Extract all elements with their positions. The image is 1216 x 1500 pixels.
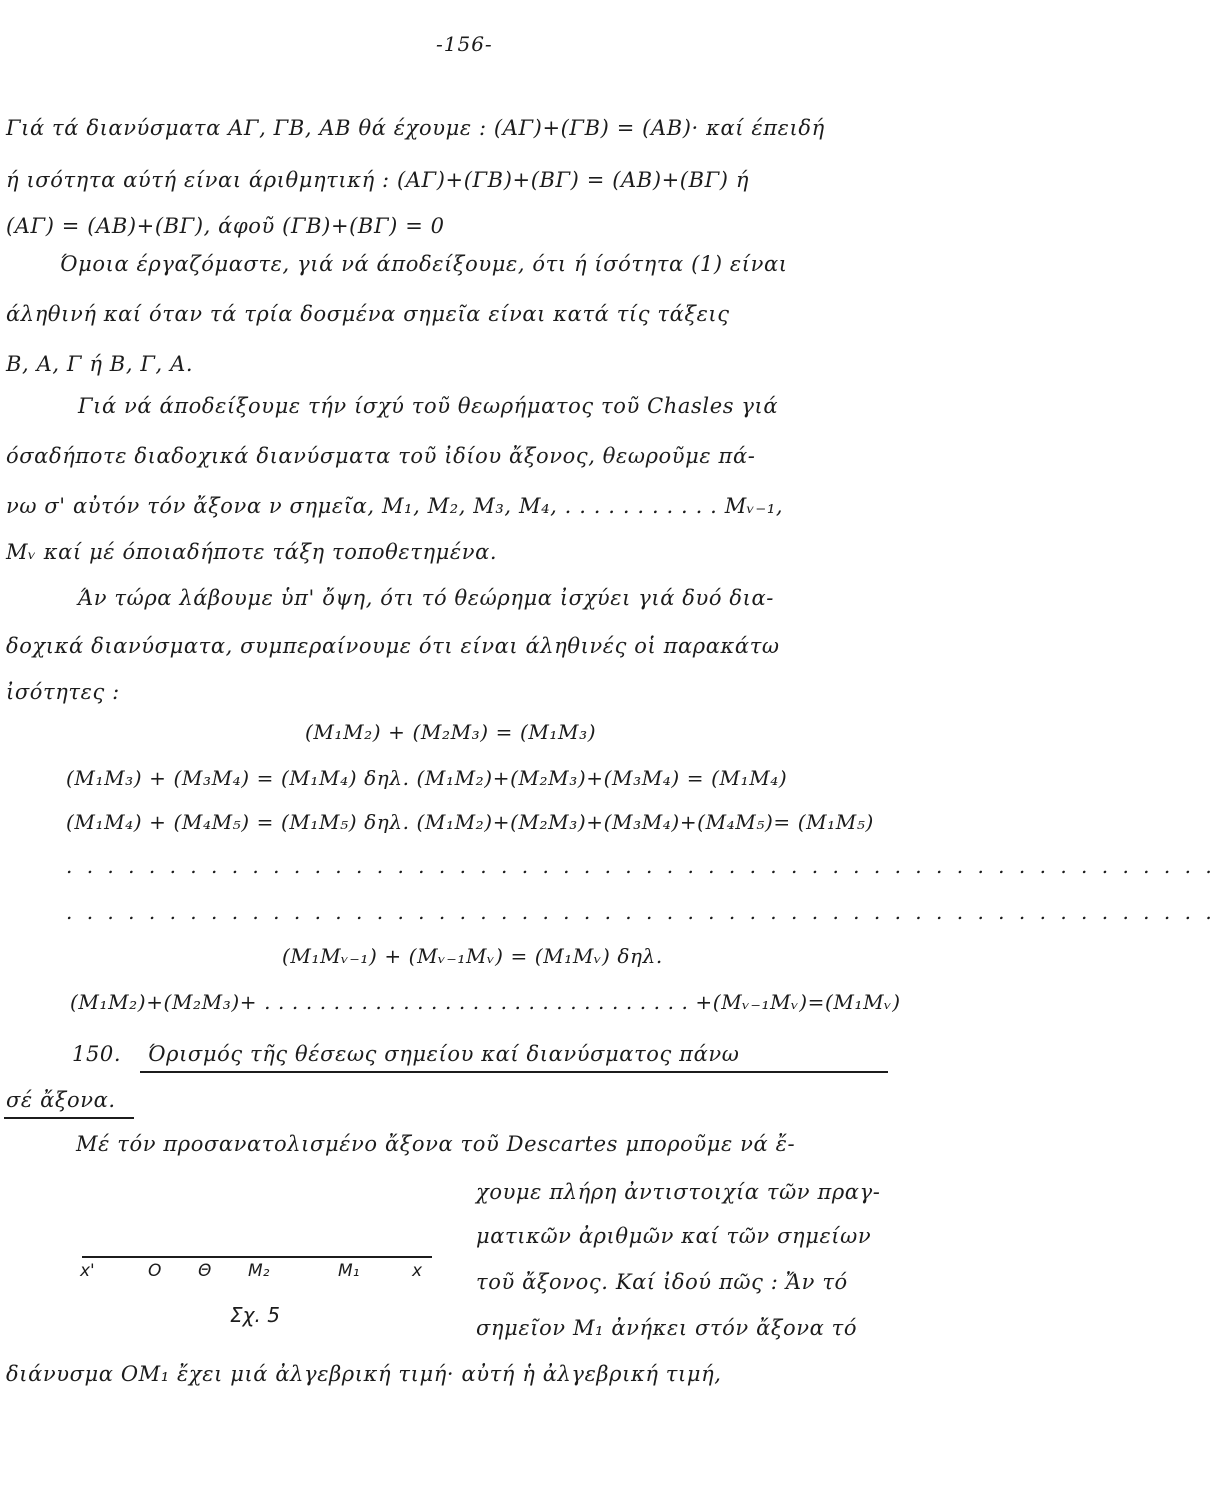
text-line: νω σ' αὐτόν τόν ἄξονα ν σημεῖα, Μ₁, Μ₂, Μ₃, Μ₄, . . . . . . . . . . . Μᵥ₋₁,	[6, 494, 784, 518]
text-line: τοῦ ἄξονος. Καί ἰδού πῶς : Ἄν τό	[476, 1270, 848, 1294]
text-line: Γιά νά άποδείξουμε τήν ίσχύ τοῦ θεωρήματος τοῦ Chasles γιά	[78, 394, 779, 418]
text-line: χουμε πλήρη ἀντιστοιχία τῶν πραγ-	[476, 1180, 881, 1204]
equation-line: (Μ₁Μ₄) + (Μ₄Μ₅) = (Μ₁Μ₅) δηλ. (Μ₁Μ₂)+(Μ₂Μ₃)+(Μ₃Μ₄)+(Μ₄Μ₅)= (Μ₁Μ₅)	[66, 810, 874, 834]
text-line: Β, Α, Γ ή Β, Γ, Α.	[6, 352, 194, 376]
text-line: ματικῶν ἀριθμῶν καί τῶν σημείων	[476, 1224, 872, 1248]
axis-label-origin: O	[148, 1261, 162, 1281]
text-line: άληθινή καί όταν τά τρία δοσμένα σημεῖα είναι κατά τίς τάξεις	[6, 302, 730, 326]
section-number: 150.	[72, 1042, 122, 1066]
axis-label-m1: M₁	[338, 1261, 360, 1281]
equation-line: (Μ₁Μ₃) + (Μ₃Μ₄) = (Μ₁Μ₄) δηλ. (Μ₁Μ₂)+(Μ₂Μ₃)+(Μ₃Μ₄) = (Μ₁Μ₄)	[66, 766, 788, 790]
text-line: Άν τώρα λάβουμε ὑπ' ὄψη, ότι τό θεώρημα ἰσχύει γιά δυό δια-	[78, 586, 774, 610]
axis-label-xprime: x'	[80, 1261, 95, 1281]
text-line: διάνυσμα ΟΜ₁ ἔχει μιά ἀλγεβρική τιμή· αὐτή ἡ ἀλγεβρική τιμή,	[6, 1362, 722, 1386]
dotted-line: . . . . . . . . . . . . . . . . . . . . . . . . . . . . . . . . . . . . . . . . . . . . . . . . . . . . . . . .	[66, 854, 1216, 878]
text-line: Γιά τά διανύσματα ΑΓ, ΓΒ, ΑΒ θά έχουμε : (ΑΓ)+(ΓΒ) = (ΑΒ)· καί έπειδή	[6, 116, 825, 140]
axis-figure	[60, 1225, 460, 1325]
axis-label-m2: M₂	[248, 1261, 270, 1281]
equation-line: (Μ₁Μ₂)+(Μ₂Μ₃)+ . . . . . . . . . . . . . . . . . . . . . . . . . . . . . . . +(Μᵥ₋₁Μᵥ)=(Μ₁Μᵥ)	[70, 990, 901, 1014]
section-title-line2: σέ ἄξονα.	[6, 1088, 116, 1112]
title-underline	[140, 1071, 888, 1073]
title-underline	[4, 1117, 134, 1119]
section-title-line1: Όρισμός τῆς θέσεως σημείου καί διανύσματος πάνω	[148, 1042, 740, 1066]
equation-line: (Μ₁Μᵥ₋₁) + (Μᵥ₋₁Μᵥ) = (Μ₁Μᵥ) δηλ.	[282, 944, 663, 968]
dotted-line: . . . . . . . . . . . . . . . . . . . . . . . . . . . . . . . . . . . . . . . . . . . . . . . . . . . . . . . .	[66, 900, 1216, 924]
axis-label-x: x	[412, 1261, 423, 1281]
text-line: σημεῖον Μ₁ ἀνήκει στόν ἄξονα τό	[476, 1316, 858, 1340]
text-line: όσαδήποτε διαδοχικά διανύσματα τοῦ ἰδίου ἄξονος, θεωροῦμε πά-	[6, 444, 756, 468]
text-line: Όμοια έργαζόμαστε, γιά νά άποδείξουμε, ότι ή ίσότητα (1) είναι	[60, 252, 788, 276]
text-line: (ΑΓ) = (ΑΒ)+(ΒΓ), άφοῦ (ΓΒ)+(ΒΓ) = 0	[6, 214, 445, 238]
equation-line: (Μ₁Μ₂) + (Μ₂Μ₃) = (Μ₁Μ₃)	[305, 720, 597, 744]
page-number: -156-	[436, 32, 493, 56]
figure-caption: Σχ. 5	[230, 1303, 280, 1327]
text-line: ἰσότητες :	[6, 680, 120, 704]
text-line: Μᵥ καί μέ όποιαδήποτε τάξη τοποθετημένα.	[6, 540, 498, 564]
axis-label-theta: Θ	[198, 1261, 212, 1281]
text-line: Μέ τόν προσανατολισμένο ἄξονα τοῦ Descartes μποροῦμε νά ἔ-	[76, 1132, 796, 1156]
text-line: ή ισότητα αύτή είναι άριθμητική : (ΑΓ)+(ΓΒ)+(ΒΓ) = (ΑΒ)+(ΒΓ) ή	[6, 168, 750, 192]
text-line: δοχικά διανύσματα, συμπεραίνουμε ότι είναι άληθινές οἱ παρακάτω	[6, 634, 780, 658]
